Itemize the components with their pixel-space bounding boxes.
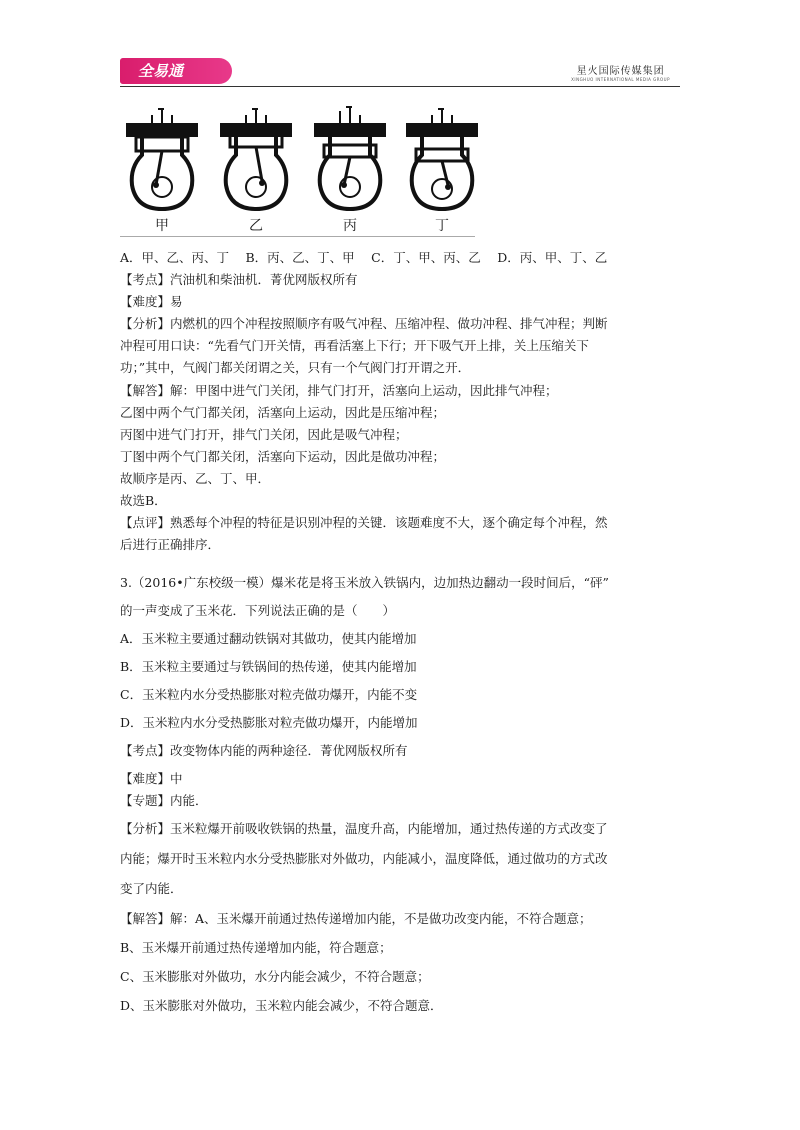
q2-jieda-line-1: 【解答】解：甲图中进气门关闭，排气门打开，活塞向上运动，因此排气冲程； <box>120 383 558 398</box>
figure-baseline <box>120 236 475 237</box>
q3-nandu: 【难度】中 <box>120 771 183 786</box>
header-divider <box>120 86 680 87</box>
brand-name-en: XINGHUO INTERNATIONAL MEDIA GROUP <box>571 77 670 82</box>
brand-name: 星火国际传媒集团 <box>576 66 665 77</box>
q3-kaodian: 【考点】改变物体内能的两种途径．菁优网版权所有 <box>120 743 408 758</box>
engine-diagram-2 <box>216 105 296 237</box>
q3-fenxi-line-3: 变了内能． <box>120 881 183 896</box>
q2-fenxi-line-2: 冲程可用口诀：“先看气门开关情，再看活塞上下行；开下吸气开上排，关上压缩关下 <box>120 338 589 353</box>
q3-stem-line-2: 的一声变成了玉米花．下列说法正确的是（ ） <box>120 603 396 618</box>
q2-fenxi-line-3: 功；”其中，气阀门都关闭谓之关，只有一个气阀门打开谓之开． <box>120 360 471 375</box>
q2-fenxi-line-1: 【分析】内燃机的四个冲程按照顺序有吸气冲程、压缩冲程、做功冲程、排气冲程；判断 <box>120 316 608 331</box>
engine-label-ding: 丁 <box>435 218 449 234</box>
q3-fenxi-line-2: 内能；爆开时玉米粒内水分受热膨胀对外做功，内能减小，温度降低，通过做功的方式改 <box>120 851 608 866</box>
q3-zhuanti: 【专题】内能． <box>120 793 208 808</box>
q2-nandu: 【难度】易 <box>120 294 183 309</box>
q3-option-b: B．玉米粒主要通过与铁锅间的热传递，使其内能增加 <box>120 659 417 674</box>
engine-diagram-1 <box>122 105 202 237</box>
q3-option-c: C．玉米粒内水分受热膨胀对粒壳做功爆开，内能不变 <box>120 687 418 702</box>
page-header <box>120 58 680 86</box>
q2-kaodian: 【考点】汽油机和柴油机．菁优网版权所有 <box>120 272 358 287</box>
engine-label-jia: 甲 <box>155 218 169 234</box>
q3-fenxi-line-1: 【分析】玉米粒爆开前吸收铁锅的热量，温度升高，内能增加，通过热传递的方式改变了 <box>120 821 608 836</box>
q3-option-d: D．玉米粒内水分受热膨胀对粒壳做功爆开，内能增加 <box>120 715 418 730</box>
q3-jieda-line-1: 【解答】解：A、玉米爆开前通过热传递增加内能，不是做功改变内能，不符合题意； <box>120 911 592 926</box>
q3-jieda-line-2: B、玉米爆开前通过热传递增加内能，符合题意； <box>120 940 392 955</box>
q3-option-a: A．玉米粒主要通过翻动铁锅对其做功，使其内能增加 <box>120 631 417 646</box>
engine-label-bing: 丙 <box>343 218 357 234</box>
q3-jieda-line-3: C、玉米膨胀对外做功，水分内能会减少，不符合题意； <box>120 969 430 984</box>
q3-stem-line-1: 3.（2016•广东校级一模）爆米花是将玉米放入铁锅内，边加热边翻动一段时间后，“砰” <box>120 575 609 590</box>
engine-diagram-4 <box>402 105 482 237</box>
engine-label-yi: 乙 <box>249 218 263 234</box>
q2-dianping-line-1: 【点评】熟悉每个冲程的特征是识别冲程的关键．该题难度不大，逐个确定每个冲程，然 <box>120 515 608 530</box>
q2-dianping-line-2: 后进行正确排序． <box>120 537 221 552</box>
q2-options: A．甲、乙、丙、丁 B．丙、乙、丁、甲 C．丁、甲、丙、乙 D．丙、甲、丁、乙 <box>120 250 608 265</box>
q3-jieda-line-4: D、玉米膨胀对外做功，玉米粒内能会减少，不符合题意． <box>120 998 443 1013</box>
q2-jieda-line-2: 乙图中两个气门都关闭，活塞向上运动，因此是压缩冲程； <box>120 405 446 420</box>
brand <box>571 62 670 82</box>
q2-jieda-line-6: 故选B． <box>120 493 167 508</box>
logo: 全易通 <box>120 58 232 84</box>
q2-jieda-line-4: 丁图中两个气门都关闭，活塞向下运动，因此是做功冲程； <box>120 449 446 464</box>
engine-diagram-3 <box>310 105 390 237</box>
q2-jieda-line-5: 故顺序是丙、乙、丁、甲． <box>120 471 271 486</box>
q2-jieda-line-3: 丙图中进气门打开，排气门关闭，因此是吸气冲程； <box>120 427 408 442</box>
engine-figure <box>120 105 475 237</box>
